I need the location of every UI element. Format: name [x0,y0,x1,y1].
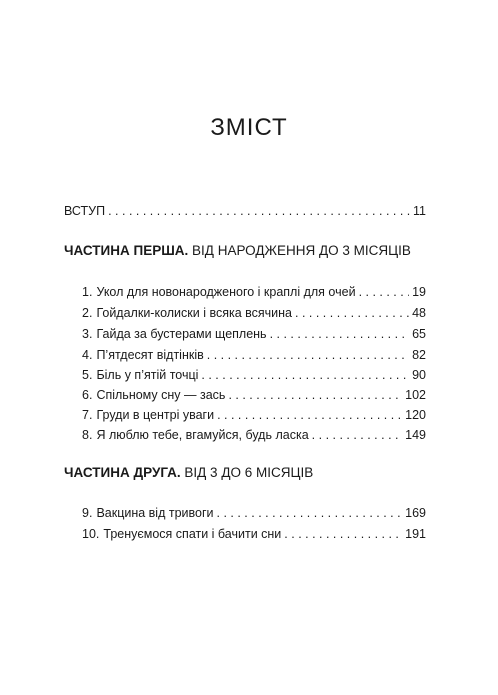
toc-entry [82,367,426,383]
leader-dots [270,326,410,342]
leader-dots [284,526,402,542]
chapter-number: 9. [82,506,93,520]
chapter-title: Груди в центрі уваги [96,408,215,422]
toc-entry [82,326,426,342]
leader-dots [207,347,409,363]
chapter-title: Тренуємося спати і бачити сни [103,527,282,541]
chapter-number: 2. [82,306,93,320]
chapter-title: Біль у п’ятій точці [96,368,199,382]
toc-entry-page: 11 [413,204,426,218]
chapter-title: Укол для новонародженого і краплі для очей [96,285,356,299]
chapter-number: 1. [82,285,93,299]
chapter-page: 149 [405,428,426,442]
chapter-page: 65 [412,327,426,341]
chapter-number: 3. [82,327,93,341]
toc-entry [82,407,426,423]
leader-dots [201,367,409,383]
chapter-number: 7. [82,408,93,422]
leader-dots [108,203,410,219]
toc-entry [82,387,426,403]
part-heading-1 [64,243,411,258]
part-heading-rest: ВІД НАРОДЖЕННЯ ДО 3 МІСЯЦІВ [188,243,411,258]
leader-dots [295,305,409,321]
chapter-page: 90 [412,368,426,382]
toc-entry-label: ВСТУП [64,204,106,218]
chapter-title: Спільному сну — зась [96,388,226,402]
chapter-number: 4. [82,348,93,362]
chapter-number: 8. [82,428,93,442]
chapter-page: 19 [412,285,426,299]
toc-entry [82,505,426,521]
chapter-title: Гайда за бустерами щеплень [96,327,267,341]
part-heading-rest: ВІД 3 ДО 6 МІСЯЦІВ [180,465,314,480]
part-heading-bold: ЧАСТИНА ДРУГА. [64,465,181,480]
chapter-title: Я люблю тебе, вгамуйся, будь ласка [96,428,309,442]
chapter-page: 191 [405,527,426,541]
toc-entry-intro [64,203,426,219]
toc-entry [82,526,426,542]
part-heading-2 [64,465,313,480]
chapter-title: П’ятдесят відтінків [96,348,204,362]
part-heading-bold: ЧАСТИНА ПЕРША. [64,243,189,258]
toc-entry [82,347,426,363]
chapter-page: 102 [405,388,426,402]
chapter-page: 82 [412,348,426,362]
leader-dots [228,387,402,403]
leader-dots [359,284,410,300]
toc-entry [82,284,426,300]
chapter-page: 169 [405,506,426,520]
chapter-number: 6. [82,388,93,402]
leader-dots [217,505,403,521]
chapter-page: 48 [412,306,426,320]
chapter-number: 5. [82,368,93,382]
toc-entry [82,305,426,321]
chapter-title: Гойдалки-колиски і всяка всячина [96,306,293,320]
leader-dots [312,427,402,443]
leader-dots [217,407,402,423]
chapter-number: 10. [82,527,100,541]
toc-entry [82,427,426,443]
toc-title: ЗМІСТ [210,114,288,141]
chapter-title: Вакцина від тривоги [96,506,214,520]
chapter-page: 120 [405,408,426,422]
